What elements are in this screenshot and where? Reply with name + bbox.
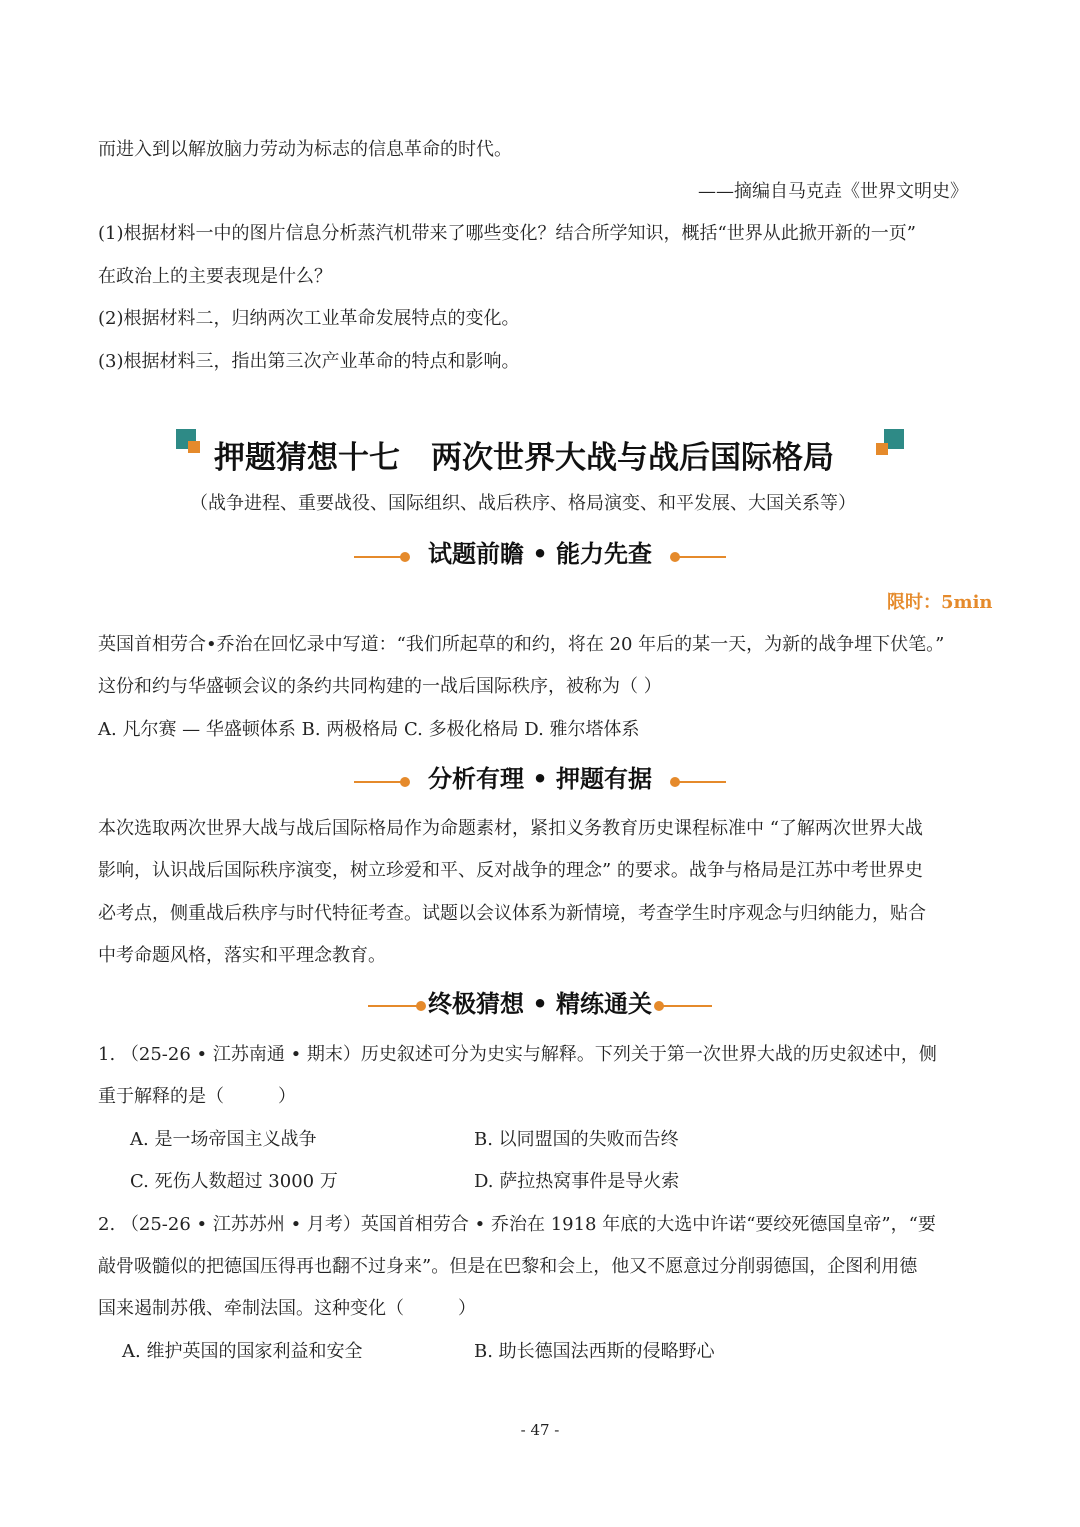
- analysis-text: 影响，认识战后国际秩序演变，树立珍爱和平、反对战争的理念” 的要求。战争与格局是江苏中考世界史: [98, 860, 923, 881]
- analysis-text: 本次选取两次世界大战与战后国际格局作为命题素材，紧扣义务教育历史课程标准中 “了解两次世界大战: [98, 818, 923, 839]
- square-decoration-right: [876, 429, 906, 459]
- question-3-text: (3)根据材料三，指出第三次产业革命的特点和影响。: [98, 351, 520, 372]
- question-2-stem: 2. （25-26 • 江苏苏州 • 月考）英国首相劳合 • 乔治在 1918 年底的大选中许诺“要绞死德国皇帝”，“要: [98, 1214, 936, 1235]
- option-b: B. 助长德国法西斯的侵略野心: [474, 1341, 715, 1362]
- question-text: 英国首相劳合•乔治在回忆录中写道：“我们所起草的和约，将在 20 年后的某一天，为新的战争埋下伏笔。”: [98, 634, 945, 655]
- section-title: 试题前瞻 • 能力先查: [427, 540, 653, 568]
- question-2-stem-cont: 国来遏制苏俄、牵制法国。这种变化（ ）: [98, 1298, 476, 1319]
- chapter-title: 押题猜想十七 两次世界大战与战后国际格局: [214, 440, 834, 476]
- option-c: C. 死伤人数超过 3000 万: [130, 1171, 338, 1192]
- analysis-text: 必考点，侧重战后秩序与时代特征考查。试题以会议体系为新情境，考查学生时序观念与归纳能力，贴合: [98, 903, 926, 924]
- question-1-text: (1)根据材料一中的图片信息分析蒸汽机带来了哪些变化？结合所学知识，概括“世界从此掀开新的一页”: [98, 223, 916, 244]
- question-options: A. 凡尔赛 — 华盛顿体系 B. 两极格局 C. 多极化格局 D. 雅尔塔体系: [98, 719, 640, 740]
- option-b: B. 以同盟国的失败而告终: [474, 1129, 679, 1150]
- question-2-stem-cont: 敲骨吸髓似的把德国压得再也翻不过身来”。但是在巴黎和会上，他又不愿意过分削弱德国，企图利用德: [98, 1256, 918, 1277]
- divider-line-right: [678, 556, 726, 558]
- time-limit: 限时：5min: [887, 592, 993, 613]
- option-a: A. 是一场帝国主义战争: [130, 1129, 317, 1150]
- source-citation: ——摘编自马克垚《世界文明史》: [698, 181, 968, 202]
- question-text-cont: 这份和约与华盛顿会议的条约共同构建的一战后国际秩序，被称为（ ）: [98, 676, 662, 697]
- chapter-subtitle: （战争进程、重要战役、国际组织、战后秩序、格局演变、和平发展、大国关系等）: [190, 493, 856, 514]
- question-2-text: (2)根据材料二，归纳两次工业革命发展特点的变化。: [98, 308, 520, 329]
- option-a: A. 维护英国的国家利益和安全: [122, 1341, 363, 1362]
- page-number: - 47 -: [520, 1421, 560, 1439]
- text-line: 而进入到以解放脑力劳动为标志的信息革命的时代。: [98, 139, 512, 160]
- square-decoration-left: [176, 429, 202, 455]
- section-title: 分析有理 • 押题有据: [427, 765, 653, 793]
- divider-line-right: [662, 1005, 712, 1007]
- section-title: 终极猜想 • 精练通关: [427, 990, 653, 1018]
- divider-line-right: [678, 781, 726, 783]
- question-1-text-cont: 在政治上的主要表现是什么？: [98, 266, 332, 287]
- option-d: D. 萨拉热窝事件是导火索: [474, 1171, 680, 1192]
- question-1-stem: 1. （25-26 • 江苏南通 • 期末）历史叙述可分为史实与解释。下列关于第一次世界大战的历史叙述中，侧: [98, 1044, 937, 1065]
- question-1-stem-cont: 重于解释的是（ ）: [98, 1086, 296, 1107]
- analysis-text: 中考命题风格，落实和平理念教育。: [98, 945, 386, 966]
